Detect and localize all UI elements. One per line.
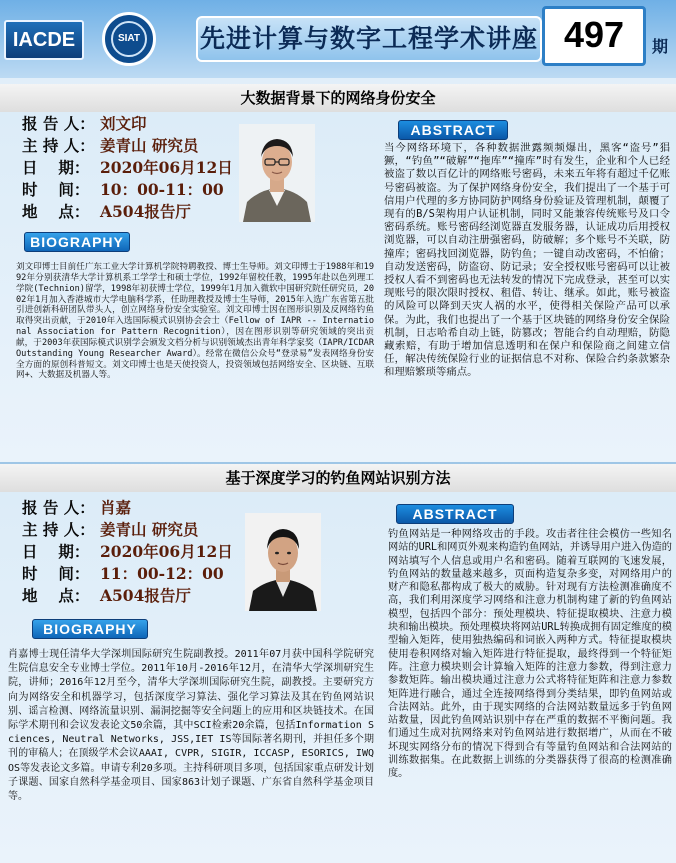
siat-logo-text: SIAT — [111, 21, 147, 57]
talk2-date-row — [22, 541, 233, 563]
talk1-speaker: 刘文印 — [100, 114, 147, 133]
talk2-speaker-row — [22, 497, 233, 519]
place-label: 地 点： — [22, 202, 90, 221]
talk1-biography-badge: BIOGRAPHY — [24, 232, 130, 252]
talk1-time-row — [22, 179, 233, 201]
talk2-place-row — [22, 585, 233, 607]
issue-suffix: 期 — [652, 37, 669, 56]
talk2-time: 11：00-12：00 — [100, 564, 224, 583]
place-label: 地 点： — [22, 586, 90, 605]
talk1-place: A504报告厅 — [100, 202, 191, 221]
host-label: 主 持 人： — [22, 136, 95, 155]
talk2-host: 姜青山 研究员 — [100, 520, 199, 539]
talk1-place-row — [22, 201, 233, 223]
talk1-abstract: 当今网络环境下，各种数据泄露频频爆出，黑客“盗号”猖獗，“钓鱼”“破解”“拖库”“撞库”时有发生，企业和个人已经被盗了数以百亿计的网络账号密码，未来五年将有超过千亿账号密码被盗。为了保护网络身份安全，我们提出了一个基于可信用户代理的多方协同防护网络身份验证及管理机制，颠覆了现有的B/S架构用户认证机制，同时又能兼容传统账号及口令密码系统。账号密码经浏览器直发服务器，认证成功后用授权浏览器，可以自动注册强密码，防破解；多个账号不关联，防撞库；密码找回浏览器，防钓鱼；一键自动改密码，不怕偷；自动发送密码，防盗窃、防记录；安全授权账号密码可以让被授权人看不到密码也无法转发的情况下完成登录，甚至可以实现账号的限次限时授权、租借、转让、继承。如此，账号被盗的风险可以降到天灾人祸的水平，使得相关保险产品可以承保。为此，我们也提出了一个基于区块链的网络身份安全保险机制，日志哈希自动上链，防篡改；智能合约自动理赔，防隐藏索赔，有助于增加信息透明和在保户和保险商之间建立信任，解决传统保险行业的证据信息不对称、保险合约条款繁杂和理赔繁琐等痛点。 — [384, 142, 670, 379]
talk2-biography: 肖嘉博士现任清华大学深圳国际研究生院副教授。2011年07月获中国科学院研究生院信息安全专业博士学位。2011年10月-2016年12月，在清华大学深圳研究生院，讲师；2016年12月至今，清华大学深圳国际研究生院，副教授。主要研究方向为网络安全和机器学习，包括深度学习算法、强化学习算法及其在钓鱼网站识别、谣言检测、网络流量识别、漏洞挖掘等安全问题上的应用和区块链技术。在国际学术期刊和会议发表论文50余篇，其中SCI检索20余篇，包括Information Sciences, Neutral Networks, JSS,IET IS等国际著名期刊，并担任多个期刊的审稿人；在顶级学术会议AAAI, CVPR, SIGIR, ICCASP, ESORICS, IWQOS等发表论文多篇。申请专利20多项。主持科研项目多项，包括国家重点研发计划子课题、国家自然科学基金项目、国家863计划子课题、广东省自然科学基金项目等。 — [8, 649, 374, 803]
talk1-date: 2020年06月12日 — [100, 158, 233, 177]
iacde-logo: IACDE — [4, 20, 84, 60]
date-label: 日 期： — [22, 158, 90, 177]
host-label: 主 持 人： — [22, 520, 95, 539]
talk2-place: A504报告厅 — [100, 586, 191, 605]
talk2-date: 2020年06月12日 — [100, 542, 233, 561]
talk2-speaker-photo — [245, 513, 321, 611]
siat-logo — [102, 12, 156, 66]
talk1-host-row — [22, 135, 233, 157]
talk1-time: 10：00-11：00 — [100, 180, 224, 199]
talk1-host: 姜青山 研究员 — [100, 136, 199, 155]
talk2-speaker: 肖嘉 — [100, 498, 132, 517]
speaker-label: 报 告 人： — [22, 114, 95, 133]
issue-number: 497 — [542, 6, 646, 66]
talk2-time-row — [22, 563, 233, 585]
talk1-speaker-row — [22, 113, 233, 135]
date-label: 日 期： — [22, 542, 90, 561]
talk2-title: 基于深度学习的钓鱼网站识别方法 — [0, 464, 676, 492]
speaker-label: 报 告 人： — [22, 498, 95, 517]
header-banner — [0, 0, 676, 78]
talk1-title: 大数据背景下的网络身份安全 — [0, 84, 676, 112]
talk2-abstract-badge: ABSTRACT — [396, 504, 514, 524]
talk1-biography: 刘文印博士目前任广东工业大学计算机学院特聘教授、博士生导师。刘文印博士于1988年和1992年分别获清华大学计算机系工学学士和硕士学位，1992年留校任教，1995年赴以色列理工学院(Technion)留学，1998年初获博士学位，1999年1月加入微软中国研究院任研究员，2002年1月加入香港城市大学电脑科学系，任助理教授及博士生导师，2015年入选广东省第五批引进创新科研团队带头人，创立网络身份安全实验室。刘文印博士因在图形识别及反网络钓鱼取得突出贡献，于2010年入选国际模式识别协会会士（Fellow of IAPR -- International Association for Pattern Recognition），因在图形识别等研究领域的突出贡献，于2003年获国际模式识别学会颁发文档分析与识别领域杰出青年科学家奖（IAPR/ICDAR Outstanding Young Researcher Award）。经常在微信公众号“登录易”发表网络身份安全方面的原创科普短文。刘文印博士也是天使投资人，投资领域包括网络安全、区块链、互联网+、大数据及机器人等。 — [16, 262, 374, 381]
talk1-abstract-badge: ABSTRACT — [398, 120, 508, 140]
time-label: 时 间： — [22, 180, 90, 199]
time-label: 时 间： — [22, 564, 90, 583]
series-title: 先进计算与数字工程学术讲座 — [196, 16, 542, 62]
talk2-host-row — [22, 519, 233, 541]
talk1-date-row — [22, 157, 233, 179]
talk2-info — [22, 497, 233, 607]
talk2-abstract: 钓鱼网站是一种网络攻击的手段。攻击者往往会模仿一些知名网站的URL和网页外观来构造钓鱼网站，并诱导用户进入伪造的网站填写个人信息或用户名和密码。随着互联网的飞速发展，钓鱼网站的数量越来越多，页面构造复杂多变，对网络用户的财产和隐私都构成了极大的威胁。针对现有方法检测准确度不高，我们利用深度学习网络和注意力机制构建了新的钓鱼网站模型，包括四个部分：预处理模块、特征提取模块、注意力模块和输出模块。预处理模块将网站URL转换成拥有固定维度的模型输入矩阵，使用独热编码和词嵌入两种方式。特征提取模块使用卷积网络对输入矩阵进行特征提取，最终得到一个特征矩阵。注意力模块则会计算输入矩阵的注意力参数，得到注意力参数矩阵。输出模块通过注意力公式将特征矩阵和注意力参数矩阵进行融合，通过全连接网络得到分类结果，即钓鱼网站或合法网站。此外，由于现实网络的合法网站数量远多于钓鱼网站数量，因此钓鱼网站识别中存在严重的数据不平衡问题。我们通过生成对抗网络来对钓鱼网站进行数据增广，从而在不破坏现实网络分布的情况下得到合有等量钓鱼网站和合法网站的训练数据集。在此数据上训练的分类器获得了很高的检测准确度。 — [388, 529, 672, 780]
talk1-speaker-photo — [239, 124, 315, 222]
talk1-info — [22, 113, 233, 223]
talk2-biography-badge: BIOGRAPHY — [32, 619, 148, 639]
